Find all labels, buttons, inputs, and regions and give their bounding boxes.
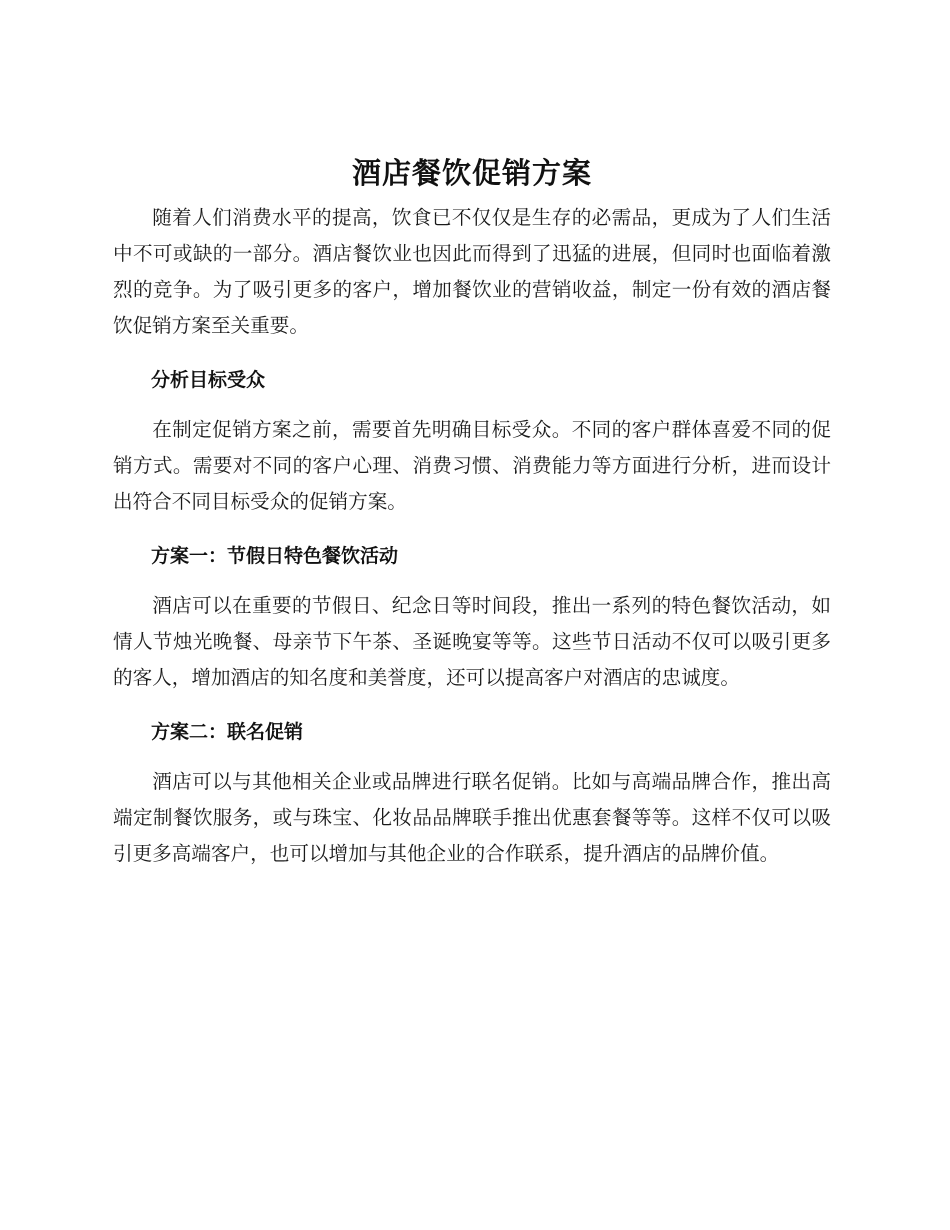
section-paragraph-plan-one: 酒店可以在重要的节假日、纪念日等时间段，推出一系列的特色餐饮活动，如情人节烛光晚餐、母亲节下午茶、圣诞晚宴等等。这些节日活动不仅可以吸引更多的客人，增加酒店的知名度和美誉度，还可以提高客户对酒店的忠诚度。: [113, 594, 831, 689]
section-paragraph-plan-two: 酒店可以与其他相关企业或品牌进行联名促销。比如与高端品牌合作，推出高端定制餐饮服务，或与珠宝、化妆品品牌联手推出优惠套餐等等。这样不仅可以吸引更多高端客户，也可以增加与其他企业的合作联系，提升酒店的品牌价值。: [113, 770, 831, 865]
section-paragraph-audience: 在制定促销方案之前，需要首先明确目标受众。不同的客户群体喜爱不同的促销方式。需要对不同的客户心理、消费习惯、消费能力等方面进行分析，进而设计出符合不同目标受众的促销方案。: [113, 418, 831, 513]
document-title: 酒店餐饮促销方案: [351, 156, 592, 190]
section-heading-plan-one: 方案一：节假日特色餐饮活动: [151, 545, 399, 567]
section-heading-audience: 分析目标受众: [151, 369, 266, 391]
section-heading-plan-two: 方案二：联名促销: [151, 721, 304, 743]
intro-paragraph: 随着人们消费水平的提高，饮食已不仅仅是生存的必需品，更成为了人们生活中不可或缺的一部分。酒店餐饮业也因此而得到了迅猛的进展，但同时也面临着激烈的竞争。为了吸引更多的客户，增加餐饮业的营销收益，制定一份有效的酒店餐饮促销方案至关重要。: [113, 206, 831, 337]
document-page: [113, 150, 831, 872]
